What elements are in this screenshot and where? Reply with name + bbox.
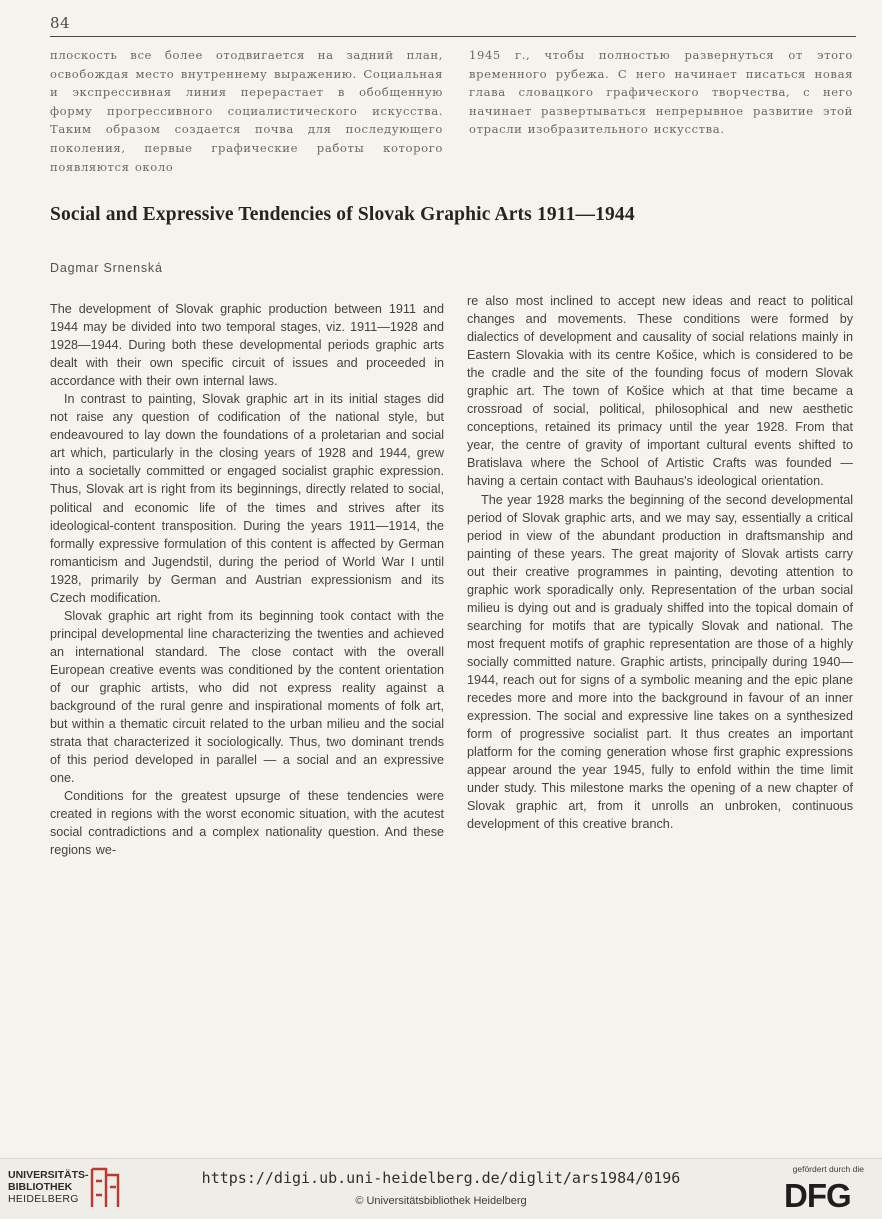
paragraph: re also most inclined to accept new ideas and react to political changes and movements. These conditions were formed by dialectics of development and causality of social relations mainly in Eastern Slovakia with its centre Košice, which is considered to be the cradle and the site of the founding focus of modern Slovak graphic art. The town of Košice which at that time became a crossroad of social, political, philosophical and new aesthetic conceptions, retained its primacy until the year 1928. From that year, the centre of gravity of important cultural events shifted to Bratislava where the School of Artistic Crafts was founded — having a certain contact with Bauhaus's ideological orientation. bbox=[467, 294, 853, 489]
library-name-line3: HEIDELBERG bbox=[8, 1193, 79, 1205]
russian-summary-right: 1945 г., чтобы полностью развернуться от этого временного рубежа. С него начинает писаться новая глава словацкого графического творчества, с него начинает развертываться непрерывное развитие этой отрасли изобразительного искусства. bbox=[469, 48, 853, 137]
permalink-link[interactable]: https://digi.ub.uni-heidelberg.de/diglit/ars1984/0196 bbox=[201, 1169, 681, 1187]
paragraph: In contrast to painting, Slovak graphic art in its initial stages did not raise any question of codification of the national style, but endeavoured to lay down the foundations of a proletarian and social art which, particularly in the closing years of 1928 and 1944, grew into a societally committed or engaged socialist graphic expression. Thus, Slovak art is right from its beginnings, directly related to social, political and economic life of the times and strives after its ideological-content transposition. During the years 1911—1914, the formally expressive formulation of this content is affected by German romanticism and Jugendstil, during the period of World War I until 1928, primarily by German and Austrian expressionism and its Czech modification. bbox=[50, 392, 444, 605]
permalink-url[interactable] bbox=[0, 1169, 882, 1187]
footer-bar bbox=[0, 1158, 882, 1219]
paragraph: Slovak graphic art right from its beginning took contact with the principal developmental line characterizing the twenties and achieved an international standard. The close contact with the overall European creative events was conditioned by the content orientation of our graphic artists, who did not express reality against a background of the rural genre and inspirational moments of folk art, but within a thematic circuit related to the urban milieu and the social strata that characterized it sociologically. Thus, two dominant trends of this period developed in parallel — a social and an expressive one. bbox=[50, 608, 444, 786]
russian-summary-left: плоскость все более отодвигается на задний план, освобождая место внутреннему выражению. Социальная и экспрессивная линия перерастает в обобщенную форму прогрессивного социалистического искусства. Таким образом создается почва для последующего поколения, первые графические работы которого появляются около bbox=[50, 48, 443, 174]
paragraph: The year 1928 marks the beginning of the second developmental period of Slovak graphic arts, and we may say, essentially a critical period in view of the abundant production in draftsmanship and painting of these years. The great majority of Slovak artists carry out their creative programmes in painting, devoting attention to graphic work sporadically only. Representation of the urban social milieu is dying out and is gradualy shiffed into the topical domain of searching for motifs that are typically Slovak and national. The most frequent motifs of graphic representation are those of a highly socially committed nature. Graphic artists, principally during 1940—1944, reach out for signs of a symbolic meaning and the epic plane recedes more and more into the background in favour of an inner expression. The social and expressive line takes on a synthesized form of progressive socialist part. It thus creates an important platform for the coming generation whose first graphic expressions appear around the year 1945, fully to enfold within the time limit under study. This milestone marks the opening of a new chapter of Slovak graphic art, from it unrolls an unbroken, continuous development of this creative branch. bbox=[467, 492, 853, 832]
library-name-line2: BIBLIOTHEK bbox=[8, 1181, 73, 1193]
article-column-right bbox=[467, 292, 853, 833]
library-name-line1: UNIVERSITÄTS- bbox=[8, 1169, 89, 1181]
funding-caption: gefördert durch die bbox=[792, 1164, 864, 1174]
dfg-logo-icon[interactable] bbox=[784, 1177, 868, 1211]
article-column-left bbox=[50, 300, 444, 859]
dfg-logo-text: DFG bbox=[784, 1177, 851, 1211]
header-rule bbox=[50, 36, 856, 37]
article-author: Dagmar Srnenská bbox=[50, 261, 163, 275]
article-title: Social and Expressive Tendencies of Slovak Graphic Arts 1911—1944 bbox=[50, 204, 635, 225]
copyright-notice: © Universitätsbibliothek Heidelberg bbox=[355, 1195, 527, 1207]
page-number: 84 bbox=[50, 14, 71, 32]
paragraph: Conditions for the greatest upsurge of these tendencies were created in regions with the worst economic situation, with the acutest social contradictions and a complex nationality question. And these regions we- bbox=[50, 789, 444, 858]
paragraph: The development of Slovak graphic production between 1911 and 1944 may be divided into two temporal stages, viz. 1911—1928 and 1928—1944. During both these developmental periods graphic arts dealt with their own specific circuit of issues and proceeded in accordance with their own internal laws. bbox=[50, 302, 444, 389]
